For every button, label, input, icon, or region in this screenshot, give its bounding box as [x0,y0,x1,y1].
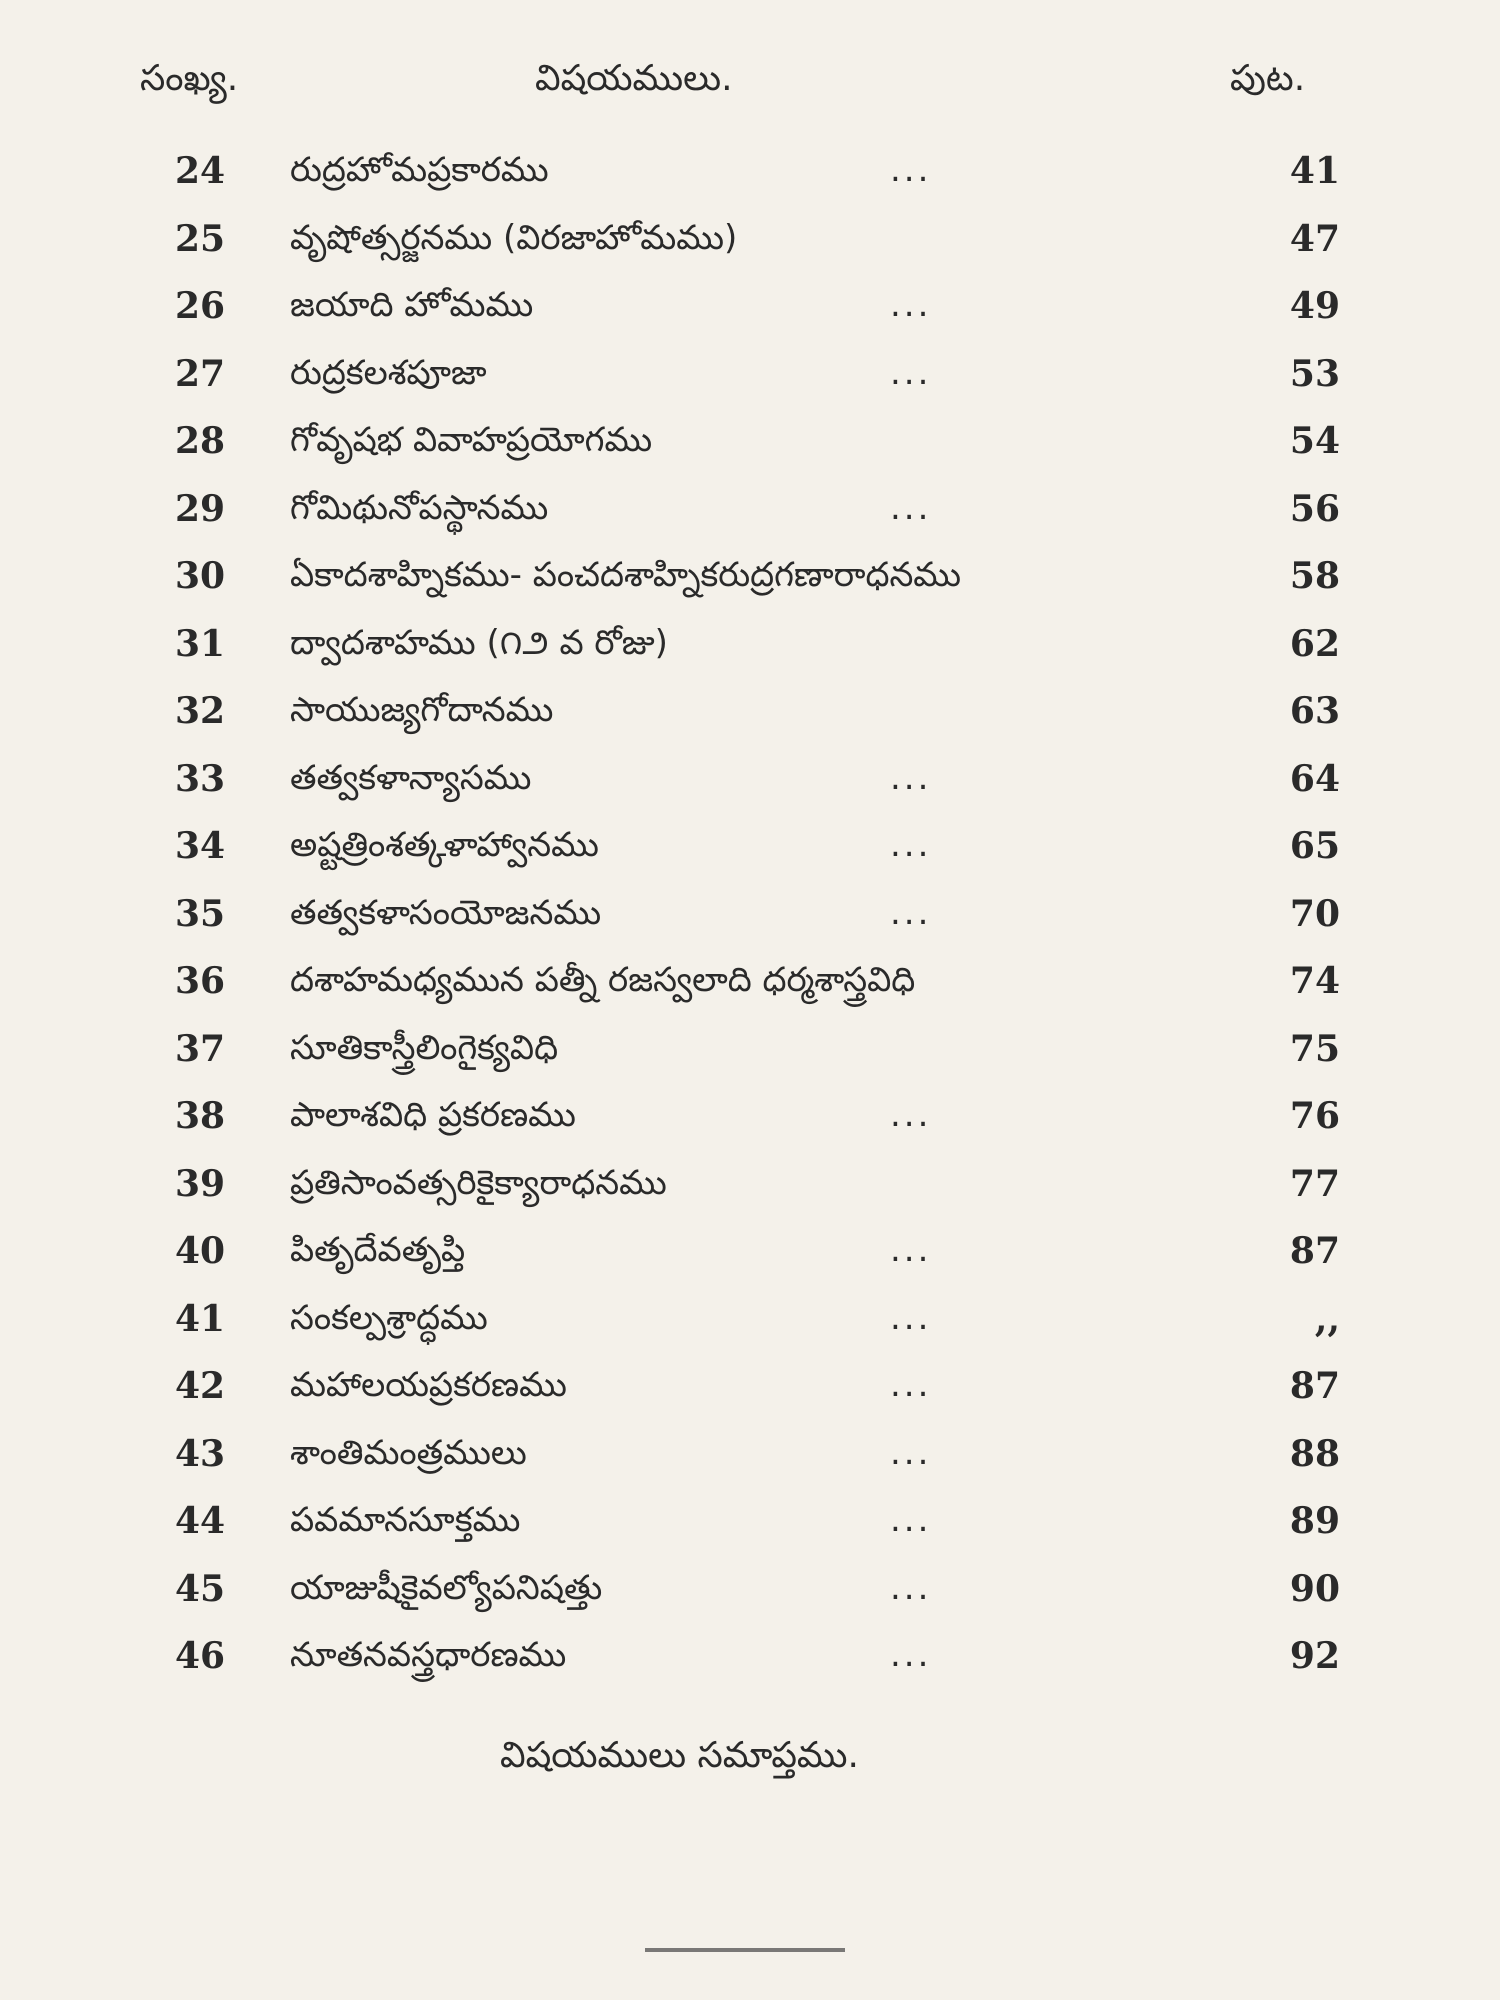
entry-page: 41 [1289,150,1340,192]
entry-number: 40 [175,1230,226,1272]
entry-number: 41 [175,1297,226,1340]
entry-number: 44 [175,1500,226,1542]
entry-page: ,, [1314,1297,1340,1340]
entry-title: నూతనవస్త్రధారణము [290,1635,567,1675]
entry-title: జయాది హోమము [290,285,534,325]
table-row [0,210,1500,278]
entry-number: 30 [175,555,226,597]
entry-number: 24 [175,150,226,192]
entry-number: 33 [175,757,226,800]
entry-page: 49 [1289,285,1340,327]
entry-number: 32 [175,690,226,732]
leader-dots: ... [890,825,932,865]
table-row [0,142,1500,210]
leader-dots: ... [890,1635,932,1675]
entry-title: గోమిథునోపస్థానము [290,487,549,528]
entry-number: 26 [175,285,226,327]
entry-page: 47 [1289,217,1340,260]
entry-page: 58 [1289,555,1340,597]
table-row [0,615,1500,683]
table-row [0,277,1500,345]
table-row [0,682,1500,750]
leader-dots: ... [890,757,932,798]
leader-dots: ... [890,1297,932,1338]
entry-number: 34 [175,825,226,867]
leader-dots: ... [890,1365,932,1405]
entry-page: 56 [1289,487,1340,530]
entry-number: 38 [175,1095,226,1137]
entry-title: పవమానసూక్తము [290,1500,521,1540]
leader-dots: ... [890,1230,932,1270]
entry-number: 31 [175,622,226,665]
entry-title: తత్వకళాసంయోజనము [290,892,602,933]
entry-title: సూతికాస్త్రీలింగైక్యవిధి [290,1027,559,1068]
entry-title: మహాలయప్రకరణము [290,1365,567,1405]
table-row [0,1020,1500,1088]
entry-number: 37 [175,1027,226,1070]
table-row [0,412,1500,480]
leader-dots: ... [890,150,932,190]
leader-dots: ... [890,487,932,528]
table-row [0,345,1500,413]
table-row [0,885,1500,953]
entry-title: తత్వకళాన్యాసము [290,757,532,798]
leader-dots: ... [890,1567,932,1608]
entry-page: 64 [1289,757,1340,800]
entry-page: 87 [1289,1365,1340,1407]
entry-title: రుద్రహోమప్రకారము [290,150,549,190]
entry-number: 25 [175,217,226,260]
entry-page: 87 [1289,1230,1340,1272]
entry-title: సాయుజ్యగోదానము [290,690,554,730]
entry-page: 63 [1289,690,1340,732]
entry-number: 42 [175,1365,226,1407]
entry-title: గోవృషభ వివాహప్రయోగము [290,420,653,460]
entry-page: 89 [1289,1500,1340,1542]
entry-page: 77 [1289,1162,1340,1205]
leader-dots: ... [890,892,932,933]
leader-dots: ... [890,1095,932,1135]
header-subject: విషయములు. [535,58,733,99]
entry-title: ప్రతిసాంవత్సరికైక్యారాధనము [290,1162,667,1203]
leader-dots: ... [890,1500,932,1540]
table-row [0,1155,1500,1223]
table-row [0,1222,1500,1290]
contents-end-note: విషయములు సమాప్తము. [500,1735,859,1776]
contents-list [0,142,1500,1695]
entry-number: 45 [175,1567,226,1610]
entry-number: 36 [175,960,226,1002]
entry-title: శాంతిమంత్రములు [290,1432,527,1473]
entry-title: వృషోత్సర్జనము (విరజాహోమము) [290,217,738,258]
table-row [0,1087,1500,1155]
end-rule [645,1948,845,1952]
table-row [0,480,1500,548]
entry-page: 62 [1289,622,1340,665]
table-row [0,1425,1500,1493]
entry-title: ఏకాదశాహ్నికము- పంచదశాహ్నికరుద్రగణారాధనము [290,555,962,595]
table-row [0,1492,1500,1560]
entry-number: 35 [175,892,226,935]
entry-page: 88 [1289,1432,1340,1475]
entry-page: 54 [1289,420,1340,462]
entry-page: 90 [1289,1567,1340,1610]
entry-number: 29 [175,487,226,530]
entry-page: 76 [1289,1095,1340,1137]
entry-number: 43 [175,1432,226,1475]
entry-title: ద్వాదశాహము (౧౨ వ రోజు) [290,622,668,663]
table-row [0,750,1500,818]
table-row [0,1357,1500,1425]
entry-number: 28 [175,420,226,462]
entry-title: యాజుషీకైవల్యోపనిషత్తు [290,1567,603,1608]
entry-title: దశాహమధ్యమున పత్నీ రజస్వలాది ధర్మశాస్త్రవిధి [290,960,916,1000]
header-page: పుట. [1230,58,1306,99]
table-row [0,1560,1500,1628]
leader-dots: ... [890,1432,932,1473]
entry-page: 75 [1289,1027,1340,1070]
entry-page: 74 [1289,960,1340,1002]
table-row [0,817,1500,885]
leader-dots: ... [890,352,932,393]
entry-page: 70 [1289,892,1340,935]
table-row [0,1627,1500,1695]
entry-page: 65 [1289,825,1340,867]
entry-number: 39 [175,1162,226,1205]
table-header [0,58,1500,118]
entry-page: 53 [1289,352,1340,395]
leader-dots: ... [890,285,932,325]
entry-page: 92 [1289,1635,1340,1677]
entry-title: రుద్రకలశపూజా [290,352,487,393]
entry-title: అష్టత్రింశత్కళాహ్వానము [290,825,599,865]
entry-number: 46 [175,1635,226,1677]
table-row [0,952,1500,1020]
header-number: సంఖ్య. [140,58,239,99]
entry-number: 27 [175,352,226,395]
entry-title: పితృదేవతృప్తి [290,1230,466,1270]
table-row [0,1290,1500,1358]
entry-title: సంకల్పశ్రాద్ధము [290,1297,488,1338]
entry-title: పాలాశవిధి ప్రకరణము [290,1095,576,1135]
table-row [0,547,1500,615]
